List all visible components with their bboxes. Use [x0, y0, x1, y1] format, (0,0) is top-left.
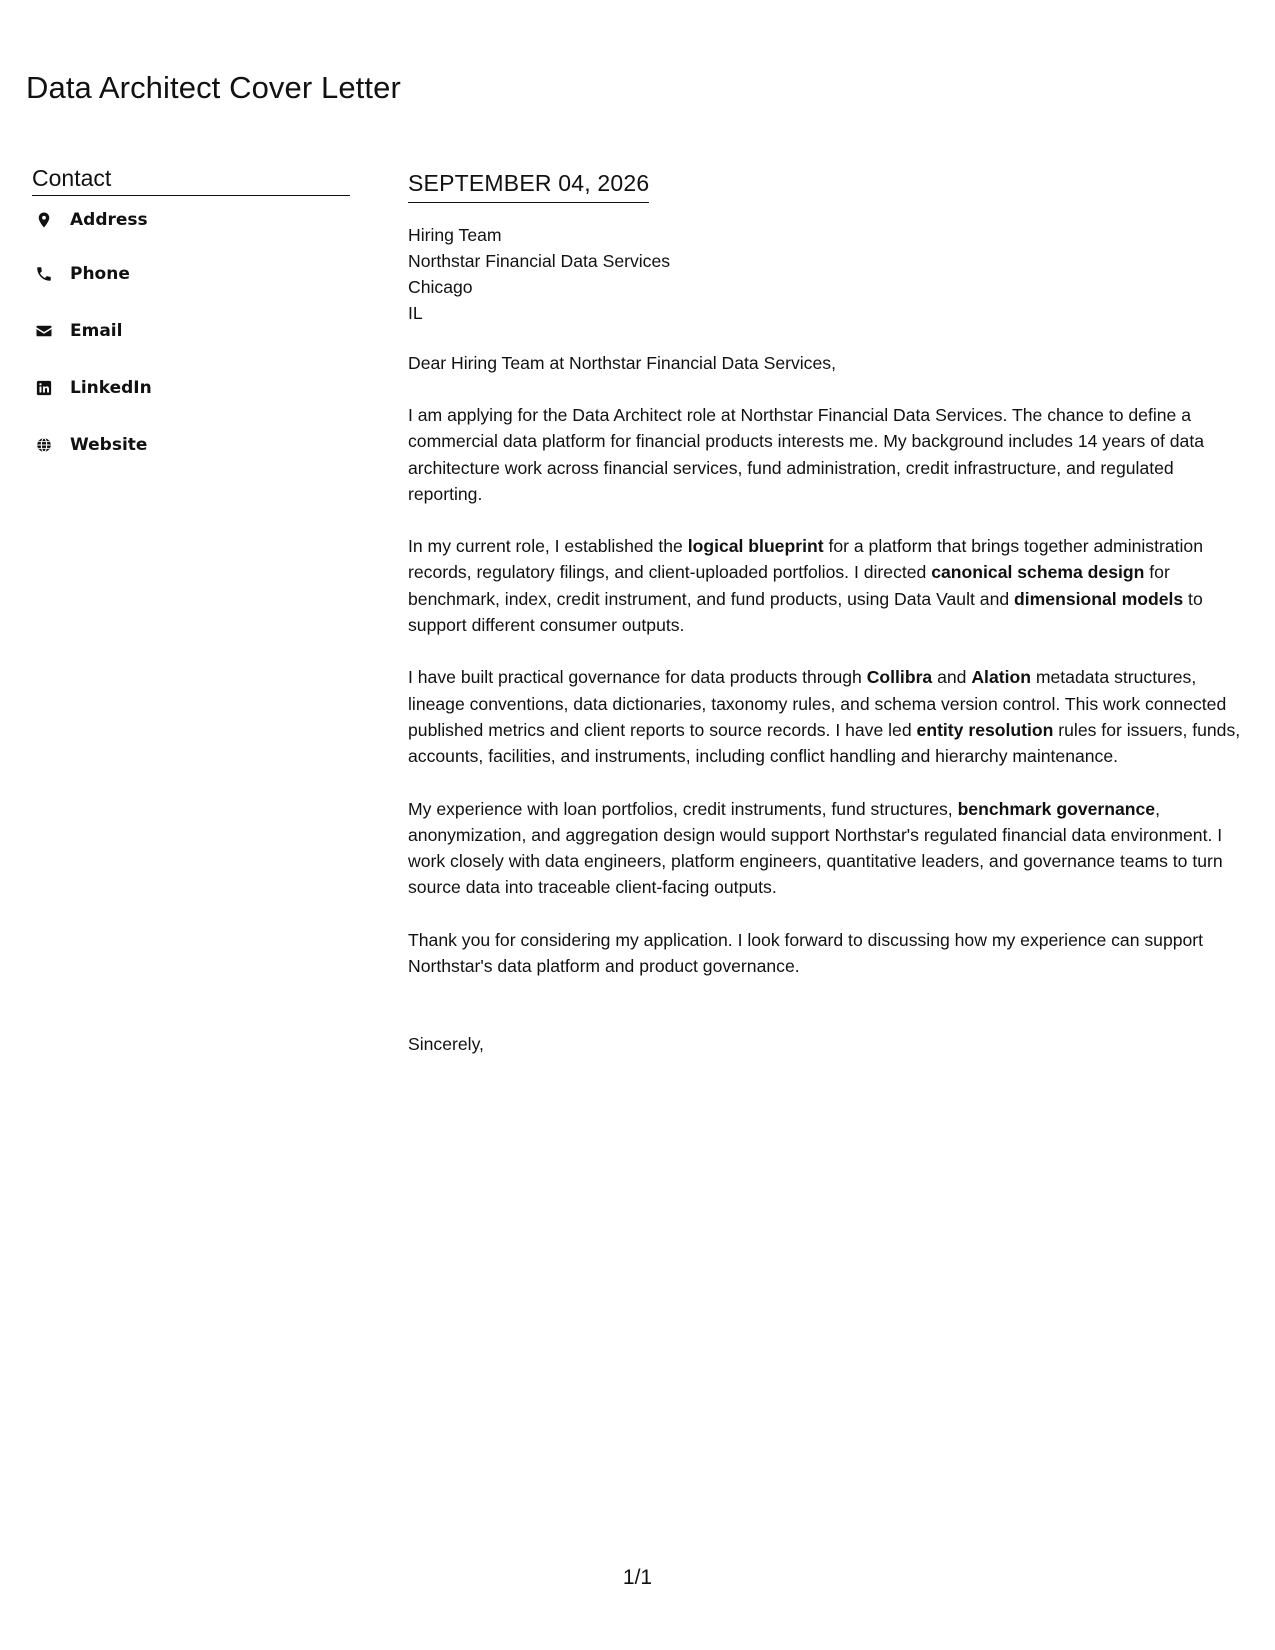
contact-label-phone: Phone	[70, 263, 130, 284]
page-number: 1/1	[622, 1566, 653, 1589]
globe-icon	[34, 435, 54, 455]
contact-item-linkedin	[32, 359, 350, 416]
emphasis-text: Collibra	[866, 667, 933, 688]
paragraph-text: for a platform that brings together administration records, regulatory filings, and client-uploaded portfolios. I directed	[408, 536, 1203, 583]
paragraph-text: metadata structures, lineage conventions, data dictionaries, taxonomy rules, and schema version control. This work connected published metrics and client reports to source records. I have led	[408, 667, 1227, 740]
map-pin-icon	[34, 210, 54, 230]
emphasis-text: entity resolution	[916, 719, 1054, 740]
contact-item-phone	[32, 245, 350, 302]
recipient-line: Chicago	[408, 277, 473, 297]
emphasis-text: dimensional models	[1014, 588, 1184, 609]
paragraph-text: I have built practical governance for data products through	[408, 667, 867, 688]
paragraph-text: rules for issuers, funds, accounts, facilities, and instruments, including conflict handling and hierarchy maintenance.	[408, 719, 1241, 767]
recipient-line: Hiring Team	[408, 225, 502, 245]
paragraph-text: for benchmark, index, credit instrument, and fund products, using Data Vault and	[408, 562, 1170, 609]
contact-item-address	[32, 195, 350, 245]
contact-label-address: Address	[70, 210, 148, 230]
paragraph-text: and	[932, 667, 972, 688]
contact-item-email	[32, 302, 350, 359]
letter-body	[408, 170, 1248, 1075]
contact-sidebar	[32, 165, 350, 473]
recipient-block	[408, 222, 1248, 326]
paragraph-text: In my current role, I established the	[408, 536, 688, 557]
page-title: Data Architect Cover Letter	[26, 70, 401, 105]
body-paragraph	[408, 796, 1248, 901]
contact-label-website: Website	[70, 434, 148, 455]
recipient-line: IL	[408, 303, 423, 323]
greeting: Dear Hiring Team at Northstar Financial Data Services,	[408, 353, 836, 373]
emphasis-text: Alation	[971, 667, 1031, 688]
paragraph-text: to support different consumer outputs.	[408, 588, 1203, 636]
emphasis-text: benchmark governance	[957, 798, 1156, 819]
envelope-icon	[34, 321, 54, 341]
emphasis-text: canonical schema design	[931, 562, 1145, 583]
contact-label-email: Email	[70, 320, 123, 341]
body-paragraph	[408, 402, 1248, 507]
paragraph-text: I am applying for the Data Architect role at Northstar Financial Data Services. The chance to define a commercial data platform for financial products interests me. My background includes 14 years of data architecture work across financial services, fund administration, credit infrastructure, and regulated reporting.	[408, 405, 1205, 504]
paragraph-text: , anonymization, and aggregation design would support Northstar's regulated financial data environment. I work closely with data engineers, platform engineers, quantitative leaders, and governance teams to turn source data into traceable client-facing outputs.	[408, 798, 1223, 898]
closing: Sincerely,	[408, 1034, 484, 1055]
contact-label-linkedin: LinkedIn	[70, 377, 152, 398]
body-paragraph	[408, 927, 1248, 980]
emphasis-text: logical blueprint	[687, 536, 824, 557]
body-paragraph	[408, 533, 1248, 638]
body-paragraph	[408, 664, 1248, 769]
paragraph-text: My experience with loan portfolios, credit instruments, fund structures,	[408, 798, 958, 819]
linkedin-icon	[34, 378, 54, 398]
contact-item-website	[32, 416, 350, 473]
contact-list	[32, 195, 350, 473]
letter-date: SEPTEMBER 04, 2026	[408, 170, 649, 203]
paragraph-text: Thank you for considering my application. I look forward to discussing how my experience can support Northstar's data platform and product governance.	[408, 929, 1204, 977]
contact-heading: Contact	[32, 165, 350, 196]
letter-paragraphs	[408, 402, 1248, 979]
recipient-line: Northstar Financial Data Services	[408, 251, 671, 271]
phone-icon	[34, 264, 54, 284]
